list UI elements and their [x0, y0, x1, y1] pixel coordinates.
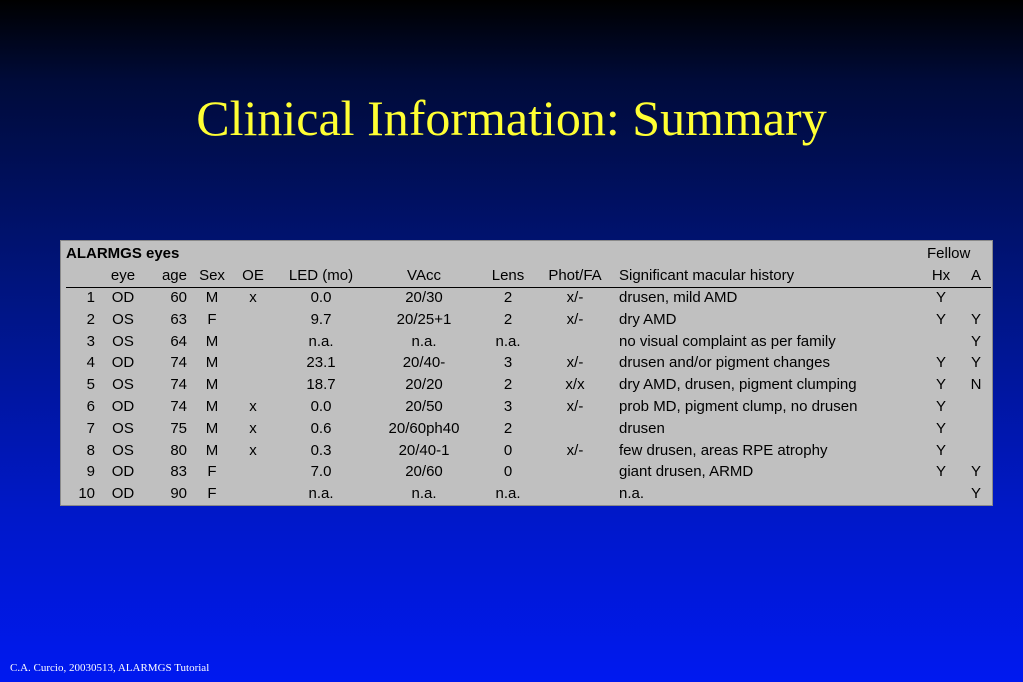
table-cell-case: 4	[86, 354, 95, 372]
table-cell-led: 9.7	[310, 310, 332, 328]
table-cell-sex: M	[205, 441, 219, 459]
table-cell-lens: 3	[503, 354, 513, 372]
column-header-phot-fa: Phot/FA	[548, 267, 602, 284]
table-cell-history: drusen	[619, 419, 665, 437]
table-cell-a: Y	[970, 332, 981, 350]
table-cell-age: 80	[170, 441, 187, 459]
table-cell-led: 23.1	[306, 354, 336, 372]
table-cell-history: prob MD, pigment clump, no drusen	[619, 398, 858, 415]
table-cell-case: 5	[86, 376, 95, 394]
table-cell-lens: 0	[503, 441, 513, 459]
table-cell-eye: OS	[112, 441, 134, 459]
column-header-eye: eye	[110, 267, 136, 284]
table-cell-history: few drusen, areas RPE atrophy	[619, 441, 828, 459]
table-cell-led: 18.7	[306, 376, 336, 394]
table-cell-eye: OS	[112, 376, 134, 394]
column-header-lens: Lens	[491, 267, 525, 284]
table-cell-eye: OS	[112, 332, 134, 350]
table-cell-eye: OD	[111, 485, 135, 503]
table-cell-eye: OS	[112, 310, 134, 328]
table-cell-sex: M	[205, 419, 219, 437]
table-cell-history: drusen and/or pigment changes	[619, 354, 830, 372]
table-cell-sex: M	[205, 398, 219, 415]
column-header-oe: OE	[242, 267, 264, 284]
table-cell-led: 0.3	[310, 441, 332, 459]
table-cell-eye: OS	[112, 419, 134, 437]
table-cell-hx: Y	[935, 398, 946, 415]
table-cell-oe: x	[249, 419, 257, 437]
table-cell-a: N	[970, 376, 982, 394]
table-cell-history: n.a.	[619, 485, 645, 503]
table-cell-history: drusen, mild AMD	[619, 289, 738, 306]
table-cell-hx: Y	[935, 376, 946, 394]
table-cell-vacc: 20/40-1	[398, 441, 450, 459]
fellow-header: Fellow	[927, 245, 971, 262]
table-cell-eye: OD	[111, 463, 135, 481]
table-cell-lens: 2	[503, 419, 513, 437]
table-cell-sex: F	[207, 463, 217, 481]
table-cell-age: 63	[170, 310, 187, 328]
table-cell-age: 75	[170, 419, 187, 437]
table-cell-vacc: n.a.	[411, 332, 437, 350]
table-cell-age: 83	[170, 463, 187, 481]
table-cell-age: 64	[170, 332, 187, 350]
table-cell-eye: OD	[111, 398, 135, 415]
table-cell-lens: 2	[503, 289, 513, 306]
table-cell-case: 6	[86, 398, 95, 415]
table-cell-sex: M	[205, 376, 219, 394]
table-cell-phot-fa: x/-	[566, 289, 584, 306]
table-cell-hx: Y	[935, 310, 946, 328]
table-cell-vacc: 20/40-	[402, 354, 446, 372]
table-cell-led: 0.0	[310, 398, 332, 415]
table-cell-a: Y	[970, 463, 981, 481]
table-cell-case: 8	[86, 441, 95, 459]
table-cell-case: 10	[78, 485, 95, 503]
table-cell-oe: x	[249, 398, 257, 415]
table-cell-lens: 3	[503, 398, 513, 415]
table-cell-sex: M	[205, 289, 219, 306]
table-cell-case: 7	[86, 419, 95, 437]
table-cell-hx: Y	[935, 289, 946, 306]
table-cell-phot-fa: x/-	[566, 354, 584, 372]
table-cell-lens: n.a.	[495, 332, 521, 350]
table-cell-vacc: 20/60ph40	[388, 419, 460, 437]
table-cell-vacc: 20/20	[405, 376, 443, 394]
table-cell-vacc: 20/60	[405, 463, 443, 481]
table-cell-led: 0.0	[310, 289, 332, 306]
table-cell-lens: 0	[503, 463, 513, 481]
column-header-vacc: VAcc	[407, 267, 441, 284]
table-cell-phot-fa: x/-	[566, 398, 584, 415]
table-cell-sex: F	[207, 310, 217, 328]
table-cell-led: n.a.	[308, 332, 334, 350]
table-cell-hx: Y	[935, 441, 946, 459]
table-cell-history: giant drusen, ARMD	[619, 463, 754, 481]
table-cell-case: 9	[86, 463, 95, 481]
column-header-history: Significant macular history	[619, 267, 795, 284]
table-cell-led: n.a.	[308, 485, 334, 503]
table-cell-lens: 2	[503, 376, 513, 394]
table-cell-sex: M	[205, 354, 219, 372]
table-cell-a: Y	[970, 310, 981, 328]
table-cell-lens: 2	[503, 310, 513, 328]
table-cell-age: 74	[170, 376, 187, 394]
table-cell-sex: F	[207, 485, 217, 503]
table-cell-vacc: 20/25+1	[396, 310, 452, 328]
table-caption: ALARMGS eyes	[66, 245, 180, 262]
table-cell-led: 7.0	[310, 463, 332, 481]
table-cell-oe: x	[249, 289, 257, 306]
column-header-sex: Sex	[199, 267, 225, 284]
table-cell-phot-fa: x/-	[566, 310, 584, 328]
table-cell-case: 3	[86, 332, 95, 350]
table-cell-eye: OD	[111, 289, 135, 306]
table-cell-lens: n.a.	[495, 485, 521, 503]
table-cell-phot-fa: x/-	[566, 441, 584, 459]
table-cell-age: 74	[170, 354, 187, 372]
table-cell-case: 2	[86, 310, 95, 328]
column-header-hx: Hx	[931, 267, 951, 284]
table-cell-phot-fa: x/x	[565, 376, 585, 394]
table-cell-vacc: 20/50	[405, 398, 443, 415]
column-header-led: LED (mo)	[288, 267, 354, 284]
table-cell-hx: Y	[935, 419, 946, 437]
clinical-summary-table	[60, 240, 993, 506]
table-cell-a: Y	[970, 485, 981, 503]
slide-title: Clinical Information: Summary	[196, 90, 827, 146]
table-cell-vacc: 20/30	[405, 289, 443, 306]
table-cell-age: 74	[170, 398, 187, 415]
table-cell-led: 0.6	[310, 419, 332, 437]
table-cell-history: no visual complaint as per family	[619, 332, 836, 350]
table-cell-history: dry AMD	[619, 310, 677, 328]
table-cell-hx: Y	[935, 463, 946, 481]
table-cell-hx: Y	[935, 354, 946, 372]
table-cell-sex: M	[205, 332, 219, 350]
table-cell-history: dry AMD, drusen, pigment clumping	[619, 376, 857, 394]
table-cell-a: Y	[970, 354, 981, 372]
column-header-a: A	[970, 267, 981, 284]
table-cell-oe: x	[249, 441, 257, 459]
table-cell-age: 90	[170, 485, 187, 503]
column-header-age: age	[161, 267, 187, 284]
table-cell-age: 60	[170, 289, 187, 306]
table-cell-eye: OD	[111, 354, 135, 372]
slide-footer: C.A. Curcio, 20030513, ALARMGS Tutorial	[10, 662, 210, 674]
table-cell-vacc: n.a.	[411, 485, 437, 503]
table-cell-case: 1	[86, 289, 95, 306]
